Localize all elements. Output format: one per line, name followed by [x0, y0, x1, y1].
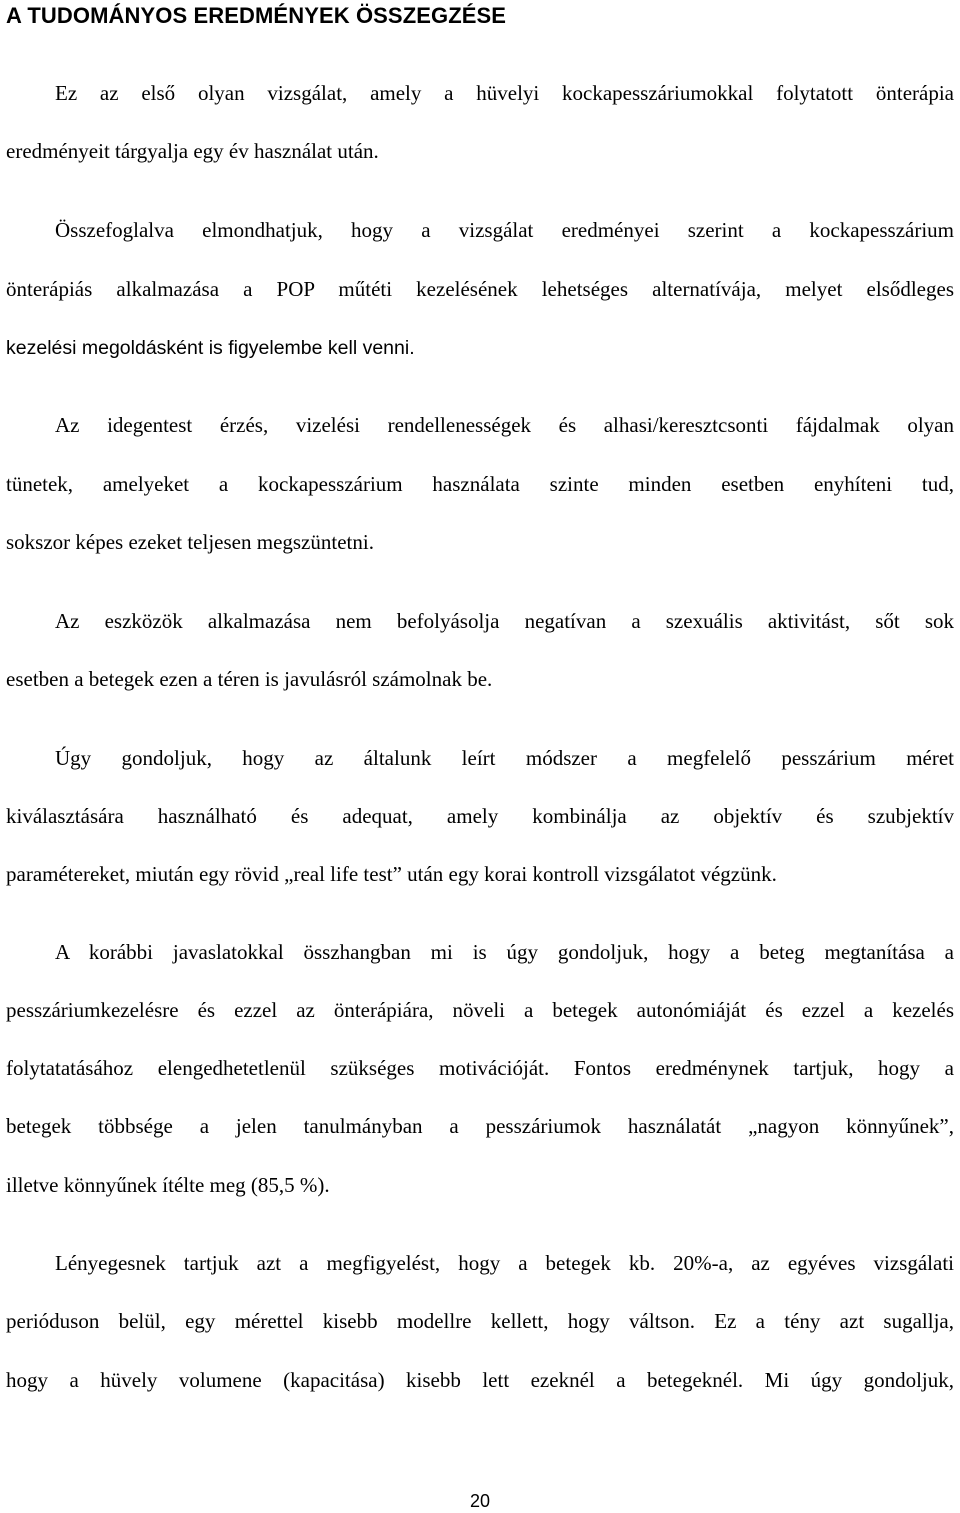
paragraph-2-line-1: Összefoglalva elmondhatjuk, hogy a vizsgálat eredményei szerint a kockapesszárium — [55, 218, 954, 242]
page-number: 20 — [469, 1491, 491, 1511]
paragraph-6-line-5: illetve könnyűnek ítélte meg (85,5 %). — [6, 1173, 330, 1197]
paragraph-7-line-2: perióduson belül, egy mérettel kisebb modellre kellett, hogy váltson. Ez a tény azt sugallja, — [6, 1309, 954, 1333]
paragraph-1-line-1: Ez az első olyan vizsgálat, amely a hüvelyi kockapesszáriumokkal folytatott önterápia — [55, 81, 954, 105]
paragraph-3-line-1: Az idegentest érzés, vizelési rendellenességek és alhasi/keresztcsonti fájdalmak olyan — [55, 413, 954, 437]
paragraph-5-line-1: Úgy gondoljuk, hogy az általunk leírt módszer a megfelelő pesszárium méret — [55, 746, 954, 770]
paragraph-6-line-1: A korábbi javaslatokkal összhangban mi is úgy gondoljuk, hogy a beteg megtanítása a — [55, 940, 954, 964]
paragraph-4-line-1: Az eszközök alkalmazása nem befolyásolja negatívan a szexuális aktivitást, sőt sok — [55, 609, 954, 633]
paragraph-1-line-2: eredményeit tárgyalja egy év használat után. — [6, 139, 379, 163]
paragraph-2-line-2: önterápiás alkalmazása a POP műtéti kezelésének lehetséges alternatívája, melyet elsődleges — [6, 277, 954, 301]
paragraph-6-line-4: betegek többsége a jelen tanulmányban a pesszáriumok használatát „nagyon könnyűnek”, — [6, 1114, 954, 1138]
paragraph-7-line-3: hogy a hüvely volumene (kapacitása) kisebb lett ezeknél a betegeknél. Mi úgy gondoljuk, — [6, 1368, 954, 1392]
paragraph-7-line-1: Lényegesnek tartjuk azt a megfigyelést, hogy a betegek kb. 20%-a, az egyéves vizsgálati — [55, 1251, 954, 1275]
paragraph-6-line-2: pesszáriumkezelésre és ezzel az önterápiára, növeli a betegek autonómiáját és ezzel a kezelés — [6, 998, 954, 1022]
paragraph-3-line-3: sokszor képes ezeket teljesen megszüntetni. — [6, 530, 374, 554]
paragraph-2-line-3: kezelési megoldásként is figyelembe kell venni. — [6, 337, 415, 359]
paragraph-5-line-3: paramétereket, miután egy rövid „real life test” után egy korai kontroll vizsgálatot végzünk. — [6, 862, 777, 886]
paragraph-3-line-2: tünetek, amelyeket a kockapesszárium használata szinte minden esetben enyhíteni tud, — [6, 472, 954, 496]
section-heading: A TUDOMÁNYOS EREDMÉNYEK ÖSSZEGZÉSE — [6, 3, 507, 28]
paragraph-4-line-2: esetben a betegek ezen a téren is javulásról számolnak be. — [6, 667, 493, 691]
paragraph-6-line-3: folytatatásához elengedhetetlenül szükséges motivációját. Fontos eredménynek tartjuk, hogy a — [6, 1056, 954, 1080]
paragraph-5-line-2: kiválasztására használható és adequat, amely kombinálja az objektív és szubjektív — [6, 804, 954, 828]
